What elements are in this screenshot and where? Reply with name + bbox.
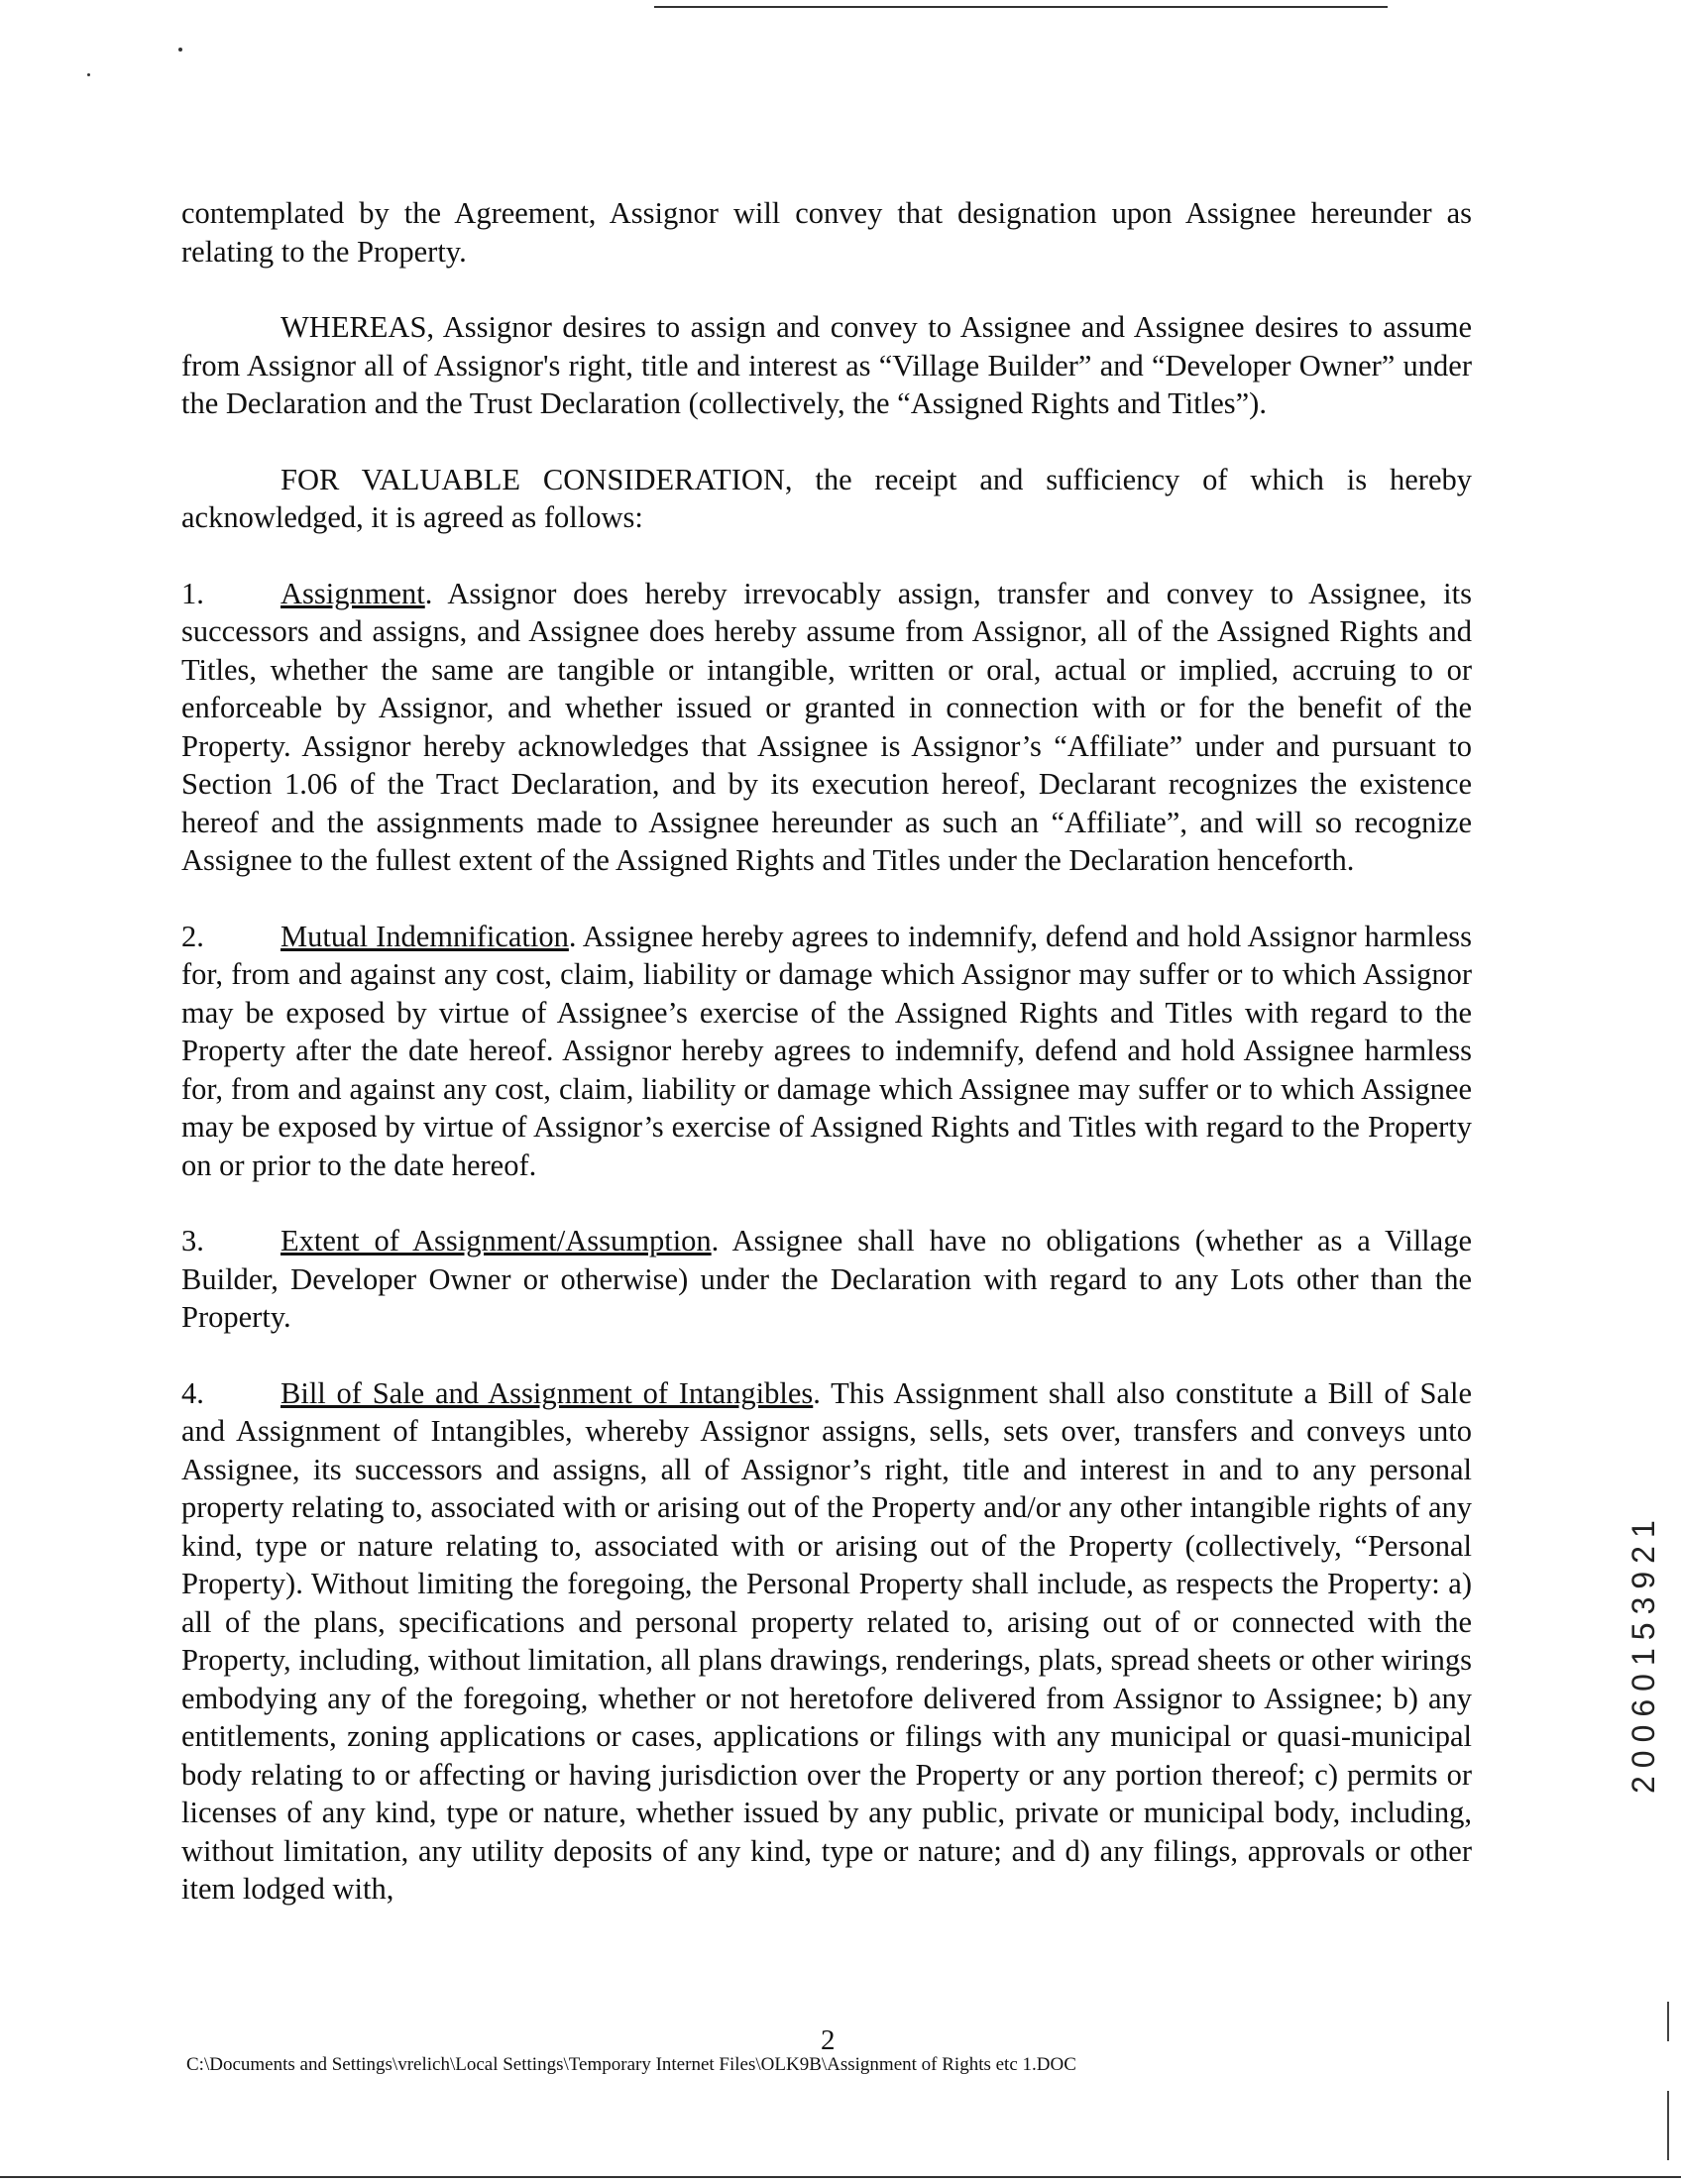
recording-number-stamp: 20060153921 bbox=[1625, 1512, 1661, 1794]
scan-right-mark bbox=[1667, 2091, 1669, 2160]
footer-file-path: C:\Documents and Settings\vrelich\Local Settings\Temporary Internet Files\OLK9B\Assignment of Rights etc 1.DOC bbox=[186, 2054, 1076, 2075]
opening-paragraph: contemplated by the Agreement, Assignor will convey that designation upon Assignee hereunder as relating to the Property. bbox=[181, 196, 1472, 269]
scan-bottom-border bbox=[0, 2176, 1681, 2178]
section-heading: Extent of Assignment/Assumption bbox=[280, 1224, 712, 1257]
whereas-paragraph: WHEREAS, Assignor desires to assign and convey to Assignee and Assignee desires to assume from Assignor all of Assignor's right, title and interest as “Village Builder” and “Developer Owner” under the Declaration and the Trust Declaration (collectively, the “Assigned Rights and Titles”). bbox=[181, 310, 1472, 420]
section-4: 4. Bill of Sale and Assignment of Intangibles. This Assignment shall also constitute a Bill of Sale and Assignment of Intangibles, whereby Assignor assigns, sells, sets over, transfers and conveys unto Assignee, its successors and assigns, all of Assignor’s right, title and interest in and to any personal property relating to, associated with or arising out of the Property and/or any other intangible rights of any kind, type or nature relating to, associated with or arising out of the Property (collectively, “Personal Property). Without limiting the foregoing, the Personal Property shall include, as respects the Property: a) all of the plans, specifications and personal property related to, arising out of or connected with the Property, including, without limitation, all plans drawings, renderings, plats, spread sheets or other wirings embodying any of the foregoing, whether or not heretofore delivered from Assignor to Assignee; b) any entitlements, zoning applications or cases, applications or filings with any municipal or quasi-municipal body relating to or affecting or having jurisdiction over the Property or any portion thereof; c) permits or licenses of any kind, type or nature, whether issued by any public, private or municipal body, including, without limitation, any utility deposits of any kind, type or nature; and d) any filings, approvals or other item lodged with, bbox=[181, 1375, 1473, 1906]
section-heading: Bill of Sale and Assignment of Intangibles bbox=[280, 1375, 814, 1410]
page-number: 2 bbox=[821, 2024, 836, 2056]
scan-top-border bbox=[654, 6, 1388, 8]
section-number: 4. bbox=[181, 1375, 204, 1410]
document-body bbox=[181, 194, 1472, 1946]
scan-speck bbox=[87, 73, 90, 76]
section-heading: Assignment bbox=[280, 576, 425, 610]
section-number: 1. bbox=[181, 576, 204, 610]
section-1: 1. Assignment. Assignor does hereby irrevocably assign, transfer and convey to Assignee, its successors and assigns, and Assignee does hereby assume from Assignor, all of the Assigned Rights and Titles, whether the same are tangible or intangible, written or oral, actual or implied, accruing to or enforceable by Assignor, and whether issued or granted in connection with or for the benefit of the Property. Assignor hereby acknowledges that Assignee is Assignor’s “Affiliate” under and pursuant to Section 1.06 of the Tract Declaration, and by its execution hereof, Declarant recognizes the existence hereof and the assignments made to Assignee hereunder as such an “Affiliate”, and will so recognize Assignee to the fullest extent of the Assigned Rights and Titles under the Declaration henceforth. bbox=[181, 576, 1472, 877]
section-heading: Mutual Indemnification bbox=[280, 919, 569, 953]
section-3: 3. Extent of Assignment/Assumption. Assignee shall have no obligations (whether as a Village Builder, Developer Owner or otherwise) under the Declaration with regard to any Lots other than the Property. bbox=[181, 1224, 1472, 1334]
scan-right-mark bbox=[1667, 2002, 1669, 2041]
consideration-paragraph: FOR VALUABLE CONSIDERATION, the receipt and sufficiency of which is hereby acknowledged, it is agreed as follows: bbox=[181, 462, 1472, 534]
section-text: This Assignment shall also constitute a Bill of Sale and Assignment of Intangibles, whereby Assignor assigns, sells, sets over, transfers and conveys unto Assignee, its successors and assigns, all of Assignor’s right, title and interest in and to any personal property relating to, associated with or arising out of the Property and/or any other intangible rights of any kind, type or nature relating to, associated with or arising out of the Property (collectively, “Personal Property). Without limiting the foregoing, the Personal Property shall include, as respects the Property: a) all of the plans, specifications and personal property related to, arising out of or connected with the Property, including, without limitation, all plans drawings, renderings, plats, spread sheets or other wirings embodying any of the foregoing, whether or not heretofore delivered from Assignor to Assignee; b) any entitlements, zoning applications or cases, applications or filings with any municipal or quasi-municipal body relating to or affecting or having jurisdiction over the Property or any portion thereof; c) permits or licenses of any kind, type or nature, whether issued by any public, private or municipal body, including, without limitation, any utility deposits of any kind, type or nature; and d) any filings, approvals or other item lodged with, bbox=[181, 1375, 1473, 1906]
section-text: Assignor does hereby irrevocably assign, transfer and convey to Assignee, its successors and assigns, and Assignee does hereby assume from Assignor, all of the Assigned Rights and Titles, whether the same are tangible or intangible, written or oral, actual or implied, accruing to or enforceable by Assignor, and whether issued or granted in connection with or for the benefit of the Property. Assignor hereby acknowledges that Assignee is Assignor’s “Affiliate” under and pursuant to Section 1.06 of the Tract Declaration, and by its execution hereof, Declarant recognizes the existence hereof and the assignments made to Assignee hereunder as such an “Affiliate”, and will so recognize Assignee to the fullest extent of the Assigned Rights and Titles under the Declaration henceforth. bbox=[181, 576, 1472, 877]
section-number: 3. bbox=[181, 1224, 204, 1257]
section-text: Assignee shall have no obligations (whether as a Village Builder, Developer Owner or otherwise) under the Declaration with regard to any Lots other than the Property. bbox=[181, 1224, 1472, 1334]
section-text: Assignee hereby agrees to indemnify, defend and hold Assignor harmless for, from and against any cost, claim, liability or damage which Assignor may suffer or to which Assignor may be exposed by virtue of Assignee’s exercise of the Assigned Rights and Titles with regard to the Property after the date hereof. Assignor hereby agrees to indemnify, defend and hold Assignee harmless for, from and against any cost, claim, liability or damage which Assignee may suffer or to which Assignee may be exposed by virtue of Assignor’s exercise of Assigned Rights and Titles with regard to the Property on or prior to the date hereof. bbox=[181, 919, 1472, 1182]
section-2: 2. Mutual Indemnification. Assignee hereby agrees to indemnify, defend and hold Assignor harmless for, from and against any cost, claim, liability or damage which Assignor may suffer or to which Assignor may be exposed by virtue of Assignee’s exercise of the Assigned Rights and Titles with regard to the Property after the date hereof. Assignor hereby agrees to indemnify, defend and hold Assignee harmless for, from and against any cost, claim, liability or damage which Assignee may suffer or to which Assignee may be exposed by virtue of Assignor’s exercise of Assigned Rights and Titles with regard to the Property on or prior to the date hereof. bbox=[181, 919, 1472, 1182]
scan-speck bbox=[178, 48, 182, 52]
section-number: 2. bbox=[181, 919, 204, 953]
